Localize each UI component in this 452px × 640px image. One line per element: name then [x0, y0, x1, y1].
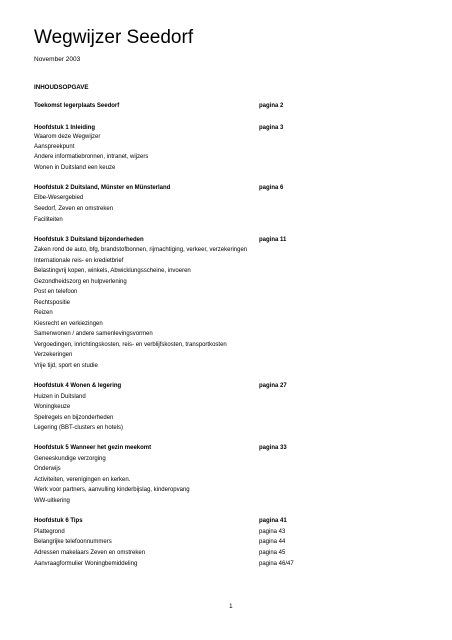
- toc-entry-text: Kiesrecht en verkiezingen: [34, 321, 103, 327]
- toc-entry-text: Wonen in Duitsland een keuze: [34, 165, 116, 171]
- toc-entry-row: [34, 330, 304, 339]
- toc-page-ref: pagina 46/47: [259, 561, 294, 567]
- toc-entry-text: Post en telefoon: [34, 289, 78, 295]
- toc-entry-row: [34, 403, 304, 412]
- toc-page-ref: pagina 33: [259, 445, 287, 451]
- toc-entry-text: Waarom deze Wegwijzer: [34, 134, 101, 140]
- toc-entry-row: [34, 257, 304, 266]
- toc-entry-text: WW-uitkering: [34, 498, 70, 504]
- toc-entry-text: Geneeskundige verzorging: [34, 456, 106, 462]
- toc-entry-row: [34, 486, 304, 495]
- toc-page-ref: pagina 44: [259, 539, 286, 545]
- toc-entry-text: Internationale reis- en kredietbrief: [34, 258, 124, 264]
- toc-entry-text: Hoofdstuk 5 Wanneer het gezin meekomt: [34, 445, 152, 451]
- toc-entry-text: Seedorf, Zeven en omstreken: [34, 206, 114, 212]
- toc-entry-row: [34, 320, 304, 329]
- toc-entry-text: Faciliteiten: [34, 217, 63, 223]
- toc-entry-row: [34, 528, 304, 537]
- toc-page-ref: pagina 2: [259, 103, 284, 109]
- toc-entry-text: Vrije tijd, sport en studie: [34, 363, 98, 369]
- toc-entry-row: [34, 538, 304, 547]
- toc-entry-row: [34, 133, 304, 142]
- toc-entry-text: Huizen in Duitsland: [34, 394, 86, 400]
- toc-entry-text: Andere informatiebronnen, intranet, wijzers: [34, 154, 149, 160]
- toc-entry-text: Belangrijke telefoonnummers: [34, 539, 112, 545]
- toc-entry-row: [34, 246, 304, 255]
- toc-entry-row: [34, 476, 304, 485]
- toc-entry-text: Plattegrond: [34, 529, 65, 535]
- toc-entry-row: [34, 465, 304, 474]
- toc-entry-text: Belastingvrij kopen, winkels, Abwicklungsscheine, invoeren: [34, 268, 191, 274]
- toc-entry-text: Activiteiten, verenigingen en kerken.: [34, 477, 131, 483]
- toc-page-ref: pagina 45: [259, 550, 286, 556]
- toc-chapter-row: [34, 444, 304, 453]
- toc-entry-text: Hoofdstuk 2 Duitsland, Münster en Münsterland: [34, 185, 171, 191]
- toc-entry-row: [34, 424, 304, 433]
- toc-entry-row: [34, 299, 304, 308]
- toc-chapter-row: [34, 382, 304, 391]
- toc-entry-row: [34, 549, 304, 558]
- toc-entry-text: Toekomst legerplaats Seedorf: [34, 103, 120, 109]
- toc-entry-row: [34, 455, 304, 464]
- toc-entry-text: Legering (BBT-clusters en hotels): [34, 425, 124, 431]
- toc-chapter-row: [34, 517, 304, 526]
- toc-entry-text: Adressen makelaars Zeven en omstreken: [34, 550, 146, 556]
- toc-entry-text: Aanvraagformulier Woningbemiddeling: [34, 561, 138, 567]
- page-number: 1: [229, 603, 233, 610]
- toc-entry-row: [34, 309, 304, 318]
- toc-chapter-row: [34, 102, 304, 111]
- toc-entry-text: Hoofdstuk 3 Duitsland bijzonderheden: [34, 237, 144, 243]
- toc-chapter-row: [34, 236, 304, 245]
- toc-entry-row: [34, 194, 304, 203]
- toc-heading: INHOUDSOPGAVE: [34, 84, 89, 91]
- toc-entry-text: Gezondheidszorg en hulpverlening: [34, 279, 127, 285]
- toc-entry-row: [34, 288, 304, 297]
- toc-entry-text: Aanspreekpunt: [34, 144, 75, 150]
- toc-entry-row: [34, 216, 304, 225]
- toc-page-ref: pagina 41: [259, 518, 287, 524]
- toc-entry-row: [34, 497, 304, 506]
- toc-page-ref: pagina 43: [259, 529, 286, 535]
- toc-entry-row: [34, 278, 304, 287]
- toc-entry-row: [34, 351, 304, 360]
- toc-chapter-row: [34, 124, 304, 133]
- toc-entry-text: Elbe-Wesergebied: [34, 195, 84, 201]
- toc-entry-row: [34, 143, 304, 152]
- toc-entry-text: Hoofdstuk 1 Inleiding: [34, 125, 95, 131]
- document-title: Wegwijzer Seedorf: [34, 27, 194, 48]
- toc-page-ref: pagina 27: [259, 383, 287, 389]
- toc-entry-row: [34, 341, 304, 350]
- toc-entry-row: [34, 153, 304, 162]
- toc-entry-text: Hoofdstuk 4 Wonen & legering: [34, 383, 122, 389]
- toc-entry-text: Rechtspositie: [34, 300, 71, 306]
- toc-chapter-row: [34, 184, 304, 193]
- toc-page-ref: pagina 6: [259, 185, 284, 191]
- toc-entry-text: Samenwonen / andere samenlevingsvormen: [34, 331, 153, 337]
- toc-entry-row: [34, 560, 304, 569]
- toc-entry-text: Werk voor partners, aanvulling kinderbijslag, kinderopvang: [34, 487, 190, 493]
- toc-entry-row: [34, 205, 304, 214]
- toc-entry-text: Reizen: [34, 310, 53, 316]
- toc-entry-row: [34, 362, 304, 371]
- toc-entry-text: Zaken rond de auto, bfg, brandstofbonnen, rijmachtiging, verkeer, verzekeringen: [34, 247, 248, 253]
- toc-entry-text: Verzekeringen: [34, 352, 73, 358]
- toc-entry-row: [34, 393, 304, 402]
- toc-entry-row: [34, 164, 304, 173]
- toc-entry-text: Onderwijs: [34, 466, 61, 472]
- toc-entry-text: Spelregels en bijzonderheden: [34, 415, 114, 421]
- toc-entry-text: Woningkeuze: [34, 404, 71, 410]
- document-date: November 2003: [34, 56, 81, 63]
- toc-page-ref: pagina 11: [259, 237, 287, 243]
- toc-page-ref: pagina 3: [259, 125, 284, 131]
- toc-entry-row: [34, 267, 304, 276]
- toc-entry-row: [34, 414, 304, 423]
- toc-entry-text: Hoofdstuk 6 Tips: [34, 518, 83, 524]
- toc-entry-text: Vergoedingen, inrichtingskosten, reis- en verblijfskosten, transportkosten: [34, 342, 227, 348]
